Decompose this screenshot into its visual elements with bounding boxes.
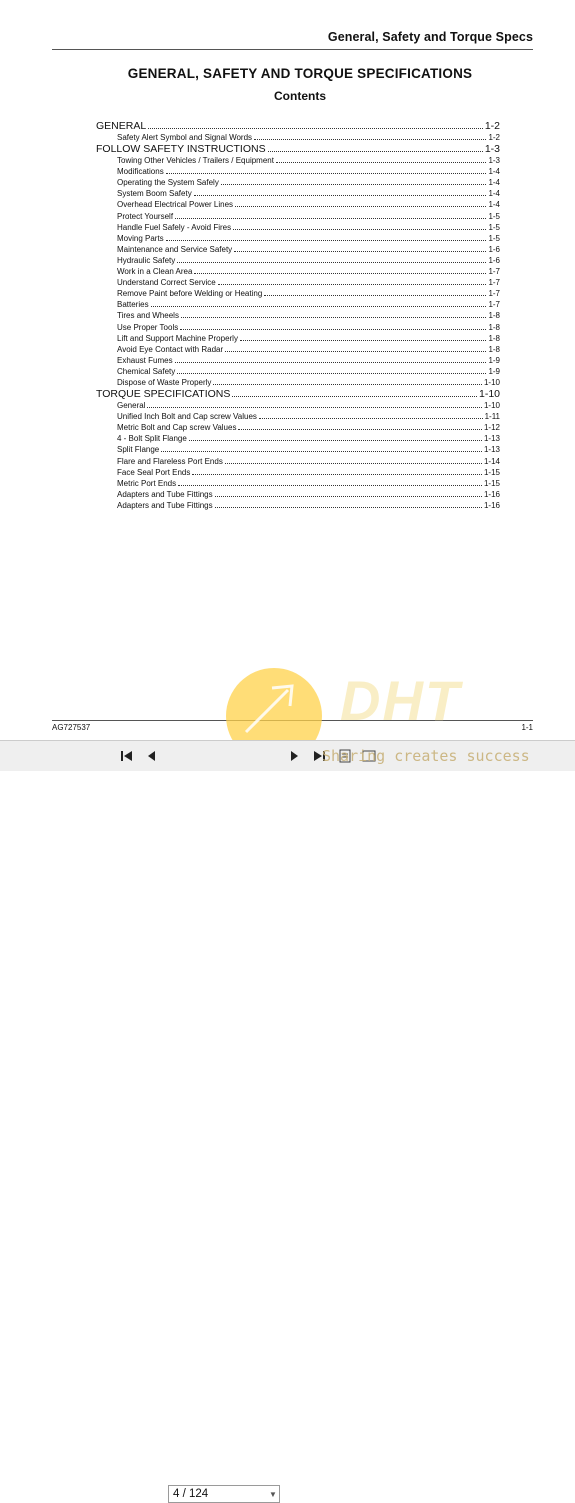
toc-dot-leader [181,317,486,318]
toc-entry-page: 1-6 [488,255,500,265]
toc-entry-row[interactable] [96,366,500,377]
toc-entry-title: Exhaust Fumes [117,355,173,365]
document-subtitle: Contents [274,89,326,103]
toc-entry-page: 1-13 [483,434,500,444]
toc-entry-title: Avoid Eye Contact with Radar [117,344,224,354]
toc-entry-page: 1-10 [483,401,500,411]
toc-entry-row[interactable] [96,222,500,233]
toc-entry-row[interactable] [96,310,500,321]
previous-page-button[interactable] [142,747,160,765]
toc-entry-title: Protect Yourself [117,211,174,221]
toc-entry-title: Split Flange [117,445,160,455]
toc-dot-leader [213,384,482,385]
toc-entry-page: 1-5 [488,233,500,243]
toc-dot-leader [238,429,482,430]
toc-entry-title: Handle Fuel Safely - Avoid Fires [117,222,232,232]
toc-dot-leader [254,139,486,140]
toc-section-row[interactable] [96,388,500,400]
footer-doc-number: AG727537 [52,723,91,732]
toc-dot-leader [161,451,482,452]
toc-dot-leader [264,295,486,296]
toc-entry-row[interactable] [96,288,500,299]
toc-dot-leader [232,396,477,397]
toc-entry-page: 1-5 [488,211,500,221]
toc-dot-leader [151,306,487,307]
toc-entry-title: TORQUE SPECIFICATIONS [96,388,231,401]
toc-entry-title: Adapters and Tube Fittings [117,500,213,510]
toc-entry-row[interactable] [96,277,500,288]
toc-entry-row[interactable] [96,467,500,478]
toc-entry-title: FOLLOW SAFETY INSTRUCTIONS [96,143,266,156]
toc-entry-title: Metric Bolt and Cap screw Values [117,423,237,433]
toc-dot-leader [147,407,482,408]
page-number-value: 4 / 124 [173,1488,209,1500]
toc-entry-row[interactable] [96,500,500,511]
toc-entry-row[interactable] [96,266,500,277]
toc-entry-page: 1-15 [483,467,500,477]
toc-dot-leader [148,128,483,129]
toc-entry-page: 1-8 [488,311,500,321]
toc-entry-page: 1-2 [484,120,500,132]
toc-entry-row[interactable] [96,456,500,467]
toc-entry-page: 1-9 [488,366,500,376]
watermark-tagline: Sharing creates success [322,747,530,765]
toc-entry-page: 1-15 [483,478,500,488]
toc-entry-title: Batteries [117,300,149,310]
toc-entry-row[interactable] [96,199,500,210]
toc-entry-title: Understand Correct Service [117,278,216,288]
toc-entry-title: Metric Port Ends [117,478,177,488]
toc-section-row[interactable] [96,120,500,132]
page-dropdown-chevron-icon[interactable]: ▼ [269,1489,277,1499]
toc-entry-row[interactable] [96,211,500,222]
toc-entry-page: 1-7 [488,300,500,310]
toc-entry-title: Flare and Flareless Port Ends [117,456,223,466]
toc-entry-title: Unified Inch Bolt and Cap screw Values [117,412,257,422]
toc-entry-title: Moving Parts [117,233,164,243]
next-page-icon [290,750,300,762]
toc-entry-title: Overhead Electrical Power Lines [117,200,234,210]
toc-entry-title: Tires and Wheels [117,311,179,321]
toc-entry-title: General [117,401,146,411]
toc-dot-leader [225,351,486,352]
toc-entry-title: Dispose of Waste Properly [117,377,212,387]
toc-entry-title: Remove Paint before Welding or Heating [117,289,263,299]
toc-entry-row[interactable] [96,322,500,333]
toc-dot-leader [259,418,483,419]
toc-entry-page: 1-11 [484,412,500,422]
toc-entry-row[interactable] [96,299,500,310]
toc-dot-leader [175,362,487,363]
toc-dot-leader [177,373,486,374]
toc-dot-leader [235,206,486,207]
toc-dot-leader [189,440,482,441]
toc-dot-leader [215,496,482,497]
toc-entry-row[interactable] [96,177,500,188]
toc-entry-row[interactable] [96,411,500,422]
toc-entry-page: 1-8 [488,322,500,332]
toc-dot-leader [178,485,482,486]
toc-entry-page: 1-4 [488,167,500,177]
toc-entry-title: Work in a Clean Area [117,267,193,277]
previous-page-icon [146,750,156,762]
first-page-button[interactable] [118,747,136,765]
toc-dot-leader [221,184,487,185]
watermark-logo-text: DHT [340,669,462,732]
toc-dot-leader [180,329,486,330]
document-title: GENERAL, SAFETY AND TORQUE SPECIFICATIONS [127,66,473,81]
toc-dot-leader [276,162,486,163]
document-page [0,0,575,740]
header-rule [52,49,533,50]
toc-dot-leader [175,218,486,219]
toc-entry-row[interactable] [96,489,500,500]
toc-entry-page: 1-4 [488,200,500,210]
toc-entry-page: 1-14 [483,456,500,466]
toc-entry-title: Chemical Safety [117,366,176,376]
toc-entry-page: 1-5 [488,222,500,232]
toc-entry-row[interactable] [96,233,500,244]
toc-entry-page: 1-12 [483,423,500,433]
toc-entry-row[interactable] [96,255,500,266]
toc-entry-page: 1-3 [484,143,500,156]
toc-dot-leader [166,240,487,241]
toc-entry-page: 1-6 [488,244,500,254]
toc-entry-page: 1-4 [488,178,500,188]
first-page-icon [120,750,134,762]
toc-dot-leader [166,173,487,174]
toc-entry-title: GENERAL [96,120,147,132]
toc-entry-row[interactable] [96,132,500,143]
toc-entry-page: 1-16 [483,489,500,499]
toc-dot-leader [218,284,487,285]
toc-entry-title: Operating the System Safely [117,178,219,188]
toc-dot-leader [194,273,486,274]
toc-entry-row[interactable] [96,355,500,366]
toc-dot-leader [240,340,486,341]
next-page-button[interactable] [286,747,304,765]
toc-entry-page: 1-8 [488,344,500,354]
toc-entry-title: Towing Other Vehicles / Trailers / Equipment [117,156,274,166]
toc-entry-row[interactable] [96,188,500,199]
toc-entry-title: Use Proper Tools [117,322,179,332]
toc-entry-row[interactable] [96,166,500,177]
toc-entry-row[interactable] [96,478,500,489]
toc-entry-title: Face Seal Port Ends [117,467,191,477]
table-of-contents [96,120,500,511]
toc-entry-title: Lift and Support Machine Properly [117,333,238,343]
toc-entry-page: 1-10 [483,377,500,387]
toc-entry-page: 1-2 [488,133,500,142]
toc-entry-row[interactable] [96,444,500,455]
toc-entry-page: 1-3 [488,156,500,166]
toc-dot-leader [177,262,486,263]
toc-dot-leader [268,151,483,152]
toc-entry-page: 1-4 [488,189,500,199]
toc-entry-row[interactable] [96,333,500,344]
toc-dot-leader [225,463,482,464]
toc-entry-row[interactable] [96,400,500,411]
toc-dot-leader [233,229,486,230]
toc-entry-page: 1-8 [488,333,500,343]
page-number-field[interactable] [168,1485,280,1503]
toc-dot-leader [234,251,486,252]
toc-section-row[interactable] [96,143,500,155]
toc-entry-page: 1-7 [488,278,500,288]
toc-entry-row[interactable] [96,422,500,433]
toc-entry-title: Hydraulic Safety [117,255,176,265]
toc-entry-title: Safety Alert Symbol and Signal Words [117,133,253,142]
watermark-arrow-icon [236,672,306,742]
toc-entry-page: 1-9 [488,355,500,365]
toc-entry-row[interactable] [96,344,500,355]
toc-entry-page: 1-10 [478,388,500,401]
toc-entry-title: Maintenance and Service Safety [117,244,233,254]
toc-entry-page: 1-7 [488,289,500,299]
running-header: General, Safety and Torque Specs [327,30,533,44]
toc-entry-row[interactable] [96,433,500,444]
toc-entry-row[interactable] [96,377,500,388]
toc-entry-title: Modifications [117,167,164,177]
footer-page-number: 1-1 [521,723,533,732]
toc-dot-leader [215,507,482,508]
toc-entry-page: 1-7 [488,267,500,277]
toc-entry-title: Adapters and Tube Fittings [117,489,213,499]
toc-dot-leader [192,474,482,475]
toc-entry-title: System Boom Safety [117,189,192,199]
toc-entry-row[interactable] [96,244,500,255]
toc-dot-leader [194,195,487,196]
toc-entry-title: 4 - Bolt Split Flange [117,434,187,444]
toc-entry-row[interactable] [96,155,500,166]
toc-entry-page: 1-16 [483,500,500,510]
toc-entry-page: 1-13 [483,445,500,455]
